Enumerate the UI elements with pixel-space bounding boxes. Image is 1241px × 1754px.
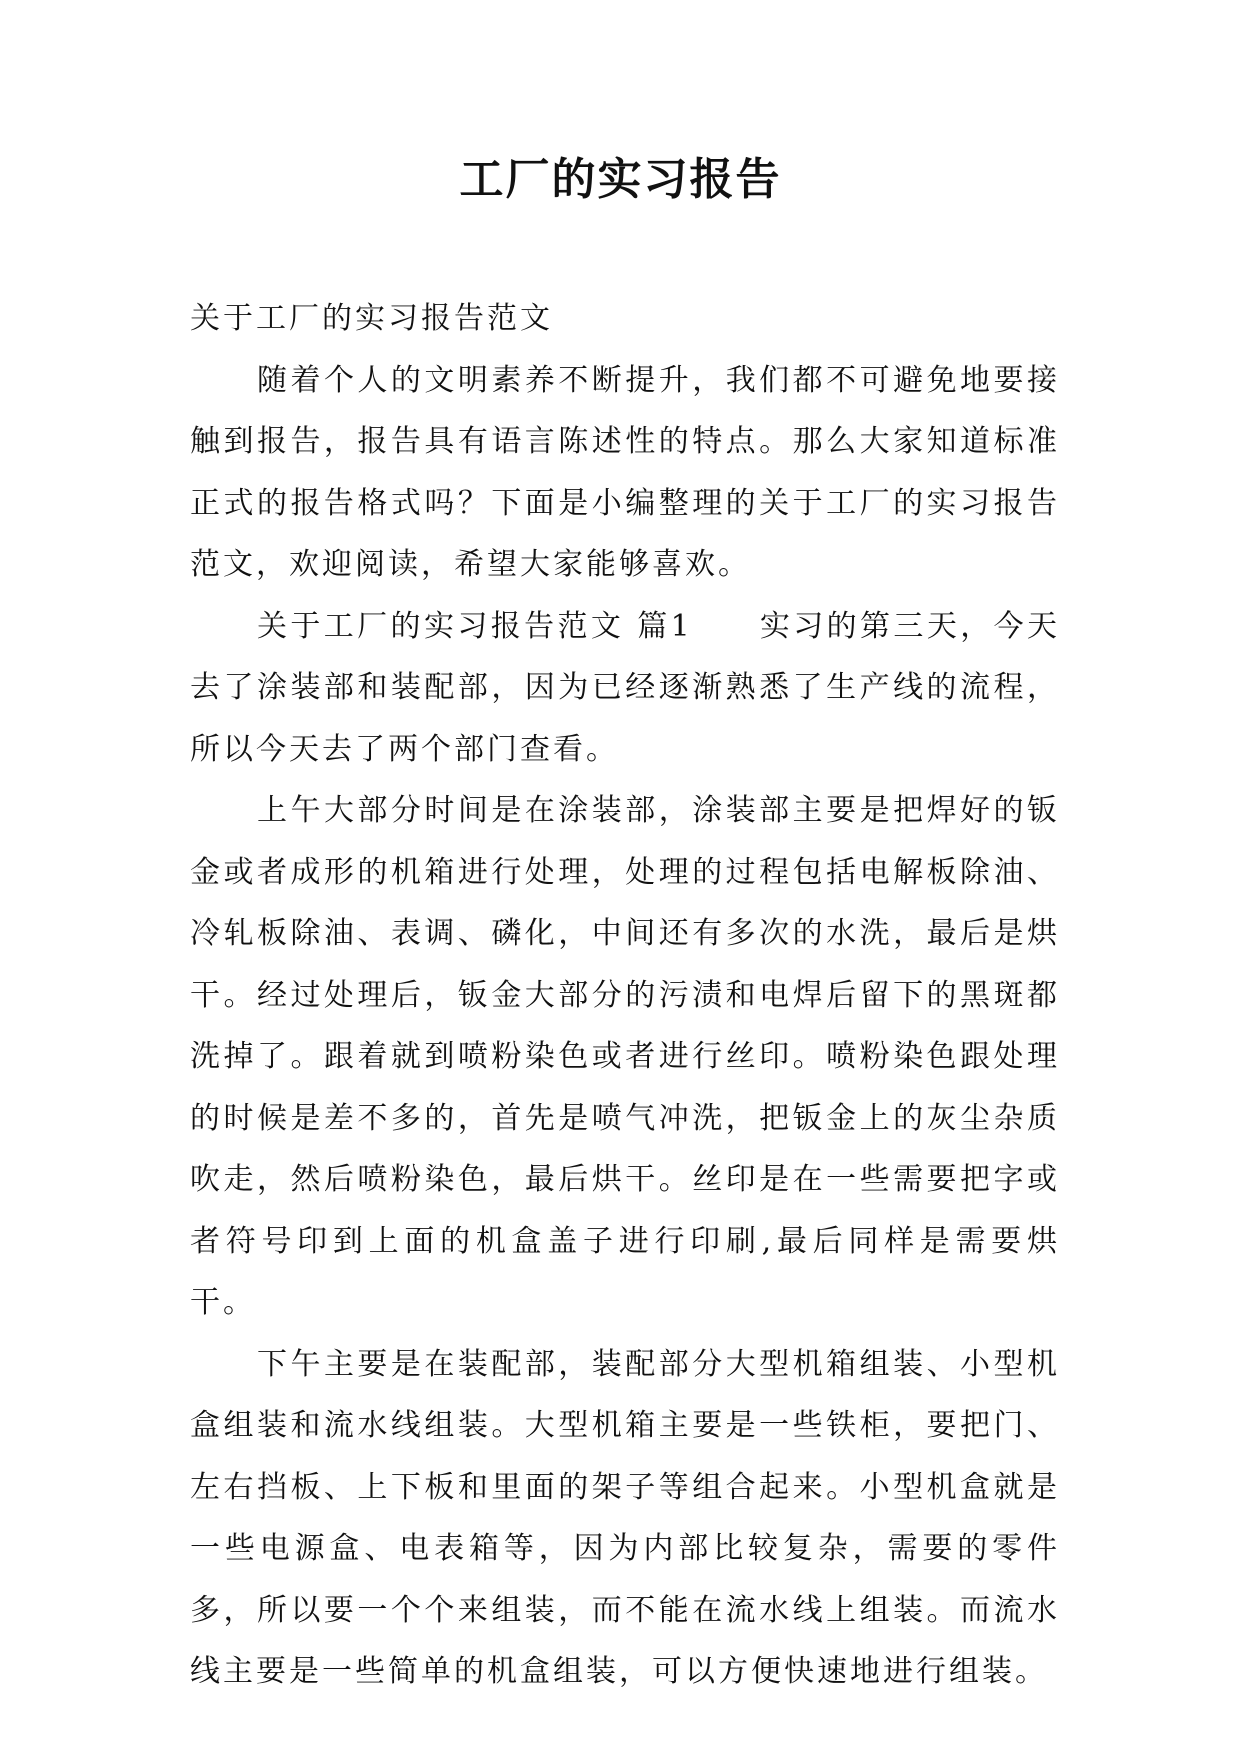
document-body (190, 288, 1060, 1703)
paragraph-afternoon: 下午主要是在装配部，装配部分大型机箱组装、小型机盒组装和流水线组装。大型机箱主要是一些铁柜，要把门、左右挡板、上下板和里面的架子等组合起来。小型机盒就是一些电源盒、电表箱等，因为内部比较复杂，需要的零件多，所以要一个个来组装，而不能在流水线上组装。而流水线主要是一些简单的机盒组装，可以方便快速地进行组装。 (190, 1346, 1060, 1689)
document-title: 工厂的实习报告 (459, 154, 782, 205)
document-subtitle: 关于工厂的实习报告范文 (190, 301, 553, 336)
paragraph-section-1: 关于工厂的实习报告范文 篇1 实习的第三天，今天去了涂装部和装配部，因为已经逐渐熟悉了生产线的流程，所以今天去了两个部门查看。 (190, 608, 1060, 767)
paragraph-morning: 上午大部分时间是在涂装部，涂装部主要是把焊好的钣金或者成形的机箱进行处理，处理的过程包括电解板除油、冷轧板除油、表调、磷化，中间还有多次的水洗，最后是烘干。经过处理后，钣金大部分的污渍和电焊后留下的黑斑都洗掉了。跟着就到喷粉染色或者进行丝印。喷粉染色跟处理的时候是差不多的，首先是喷气冲洗，把钣金上的灰尘杂质吹走，然后喷粉染色，最后烘干。丝印是在一些需要把字或者符号印到上面的机盒盖子进行印刷,最后同样是需要烘干。 (190, 793, 1060, 1320)
paragraph-intro: 随着个人的文明素养不断提升，我们都不可避免地要接触到报告，报告具有语言陈述性的特点。那么大家知道标准正式的报告格式吗？下面是小编整理的关于工厂的实习报告范文，欢迎阅读，希望大家能够喜欢。 (190, 362, 1060, 582)
